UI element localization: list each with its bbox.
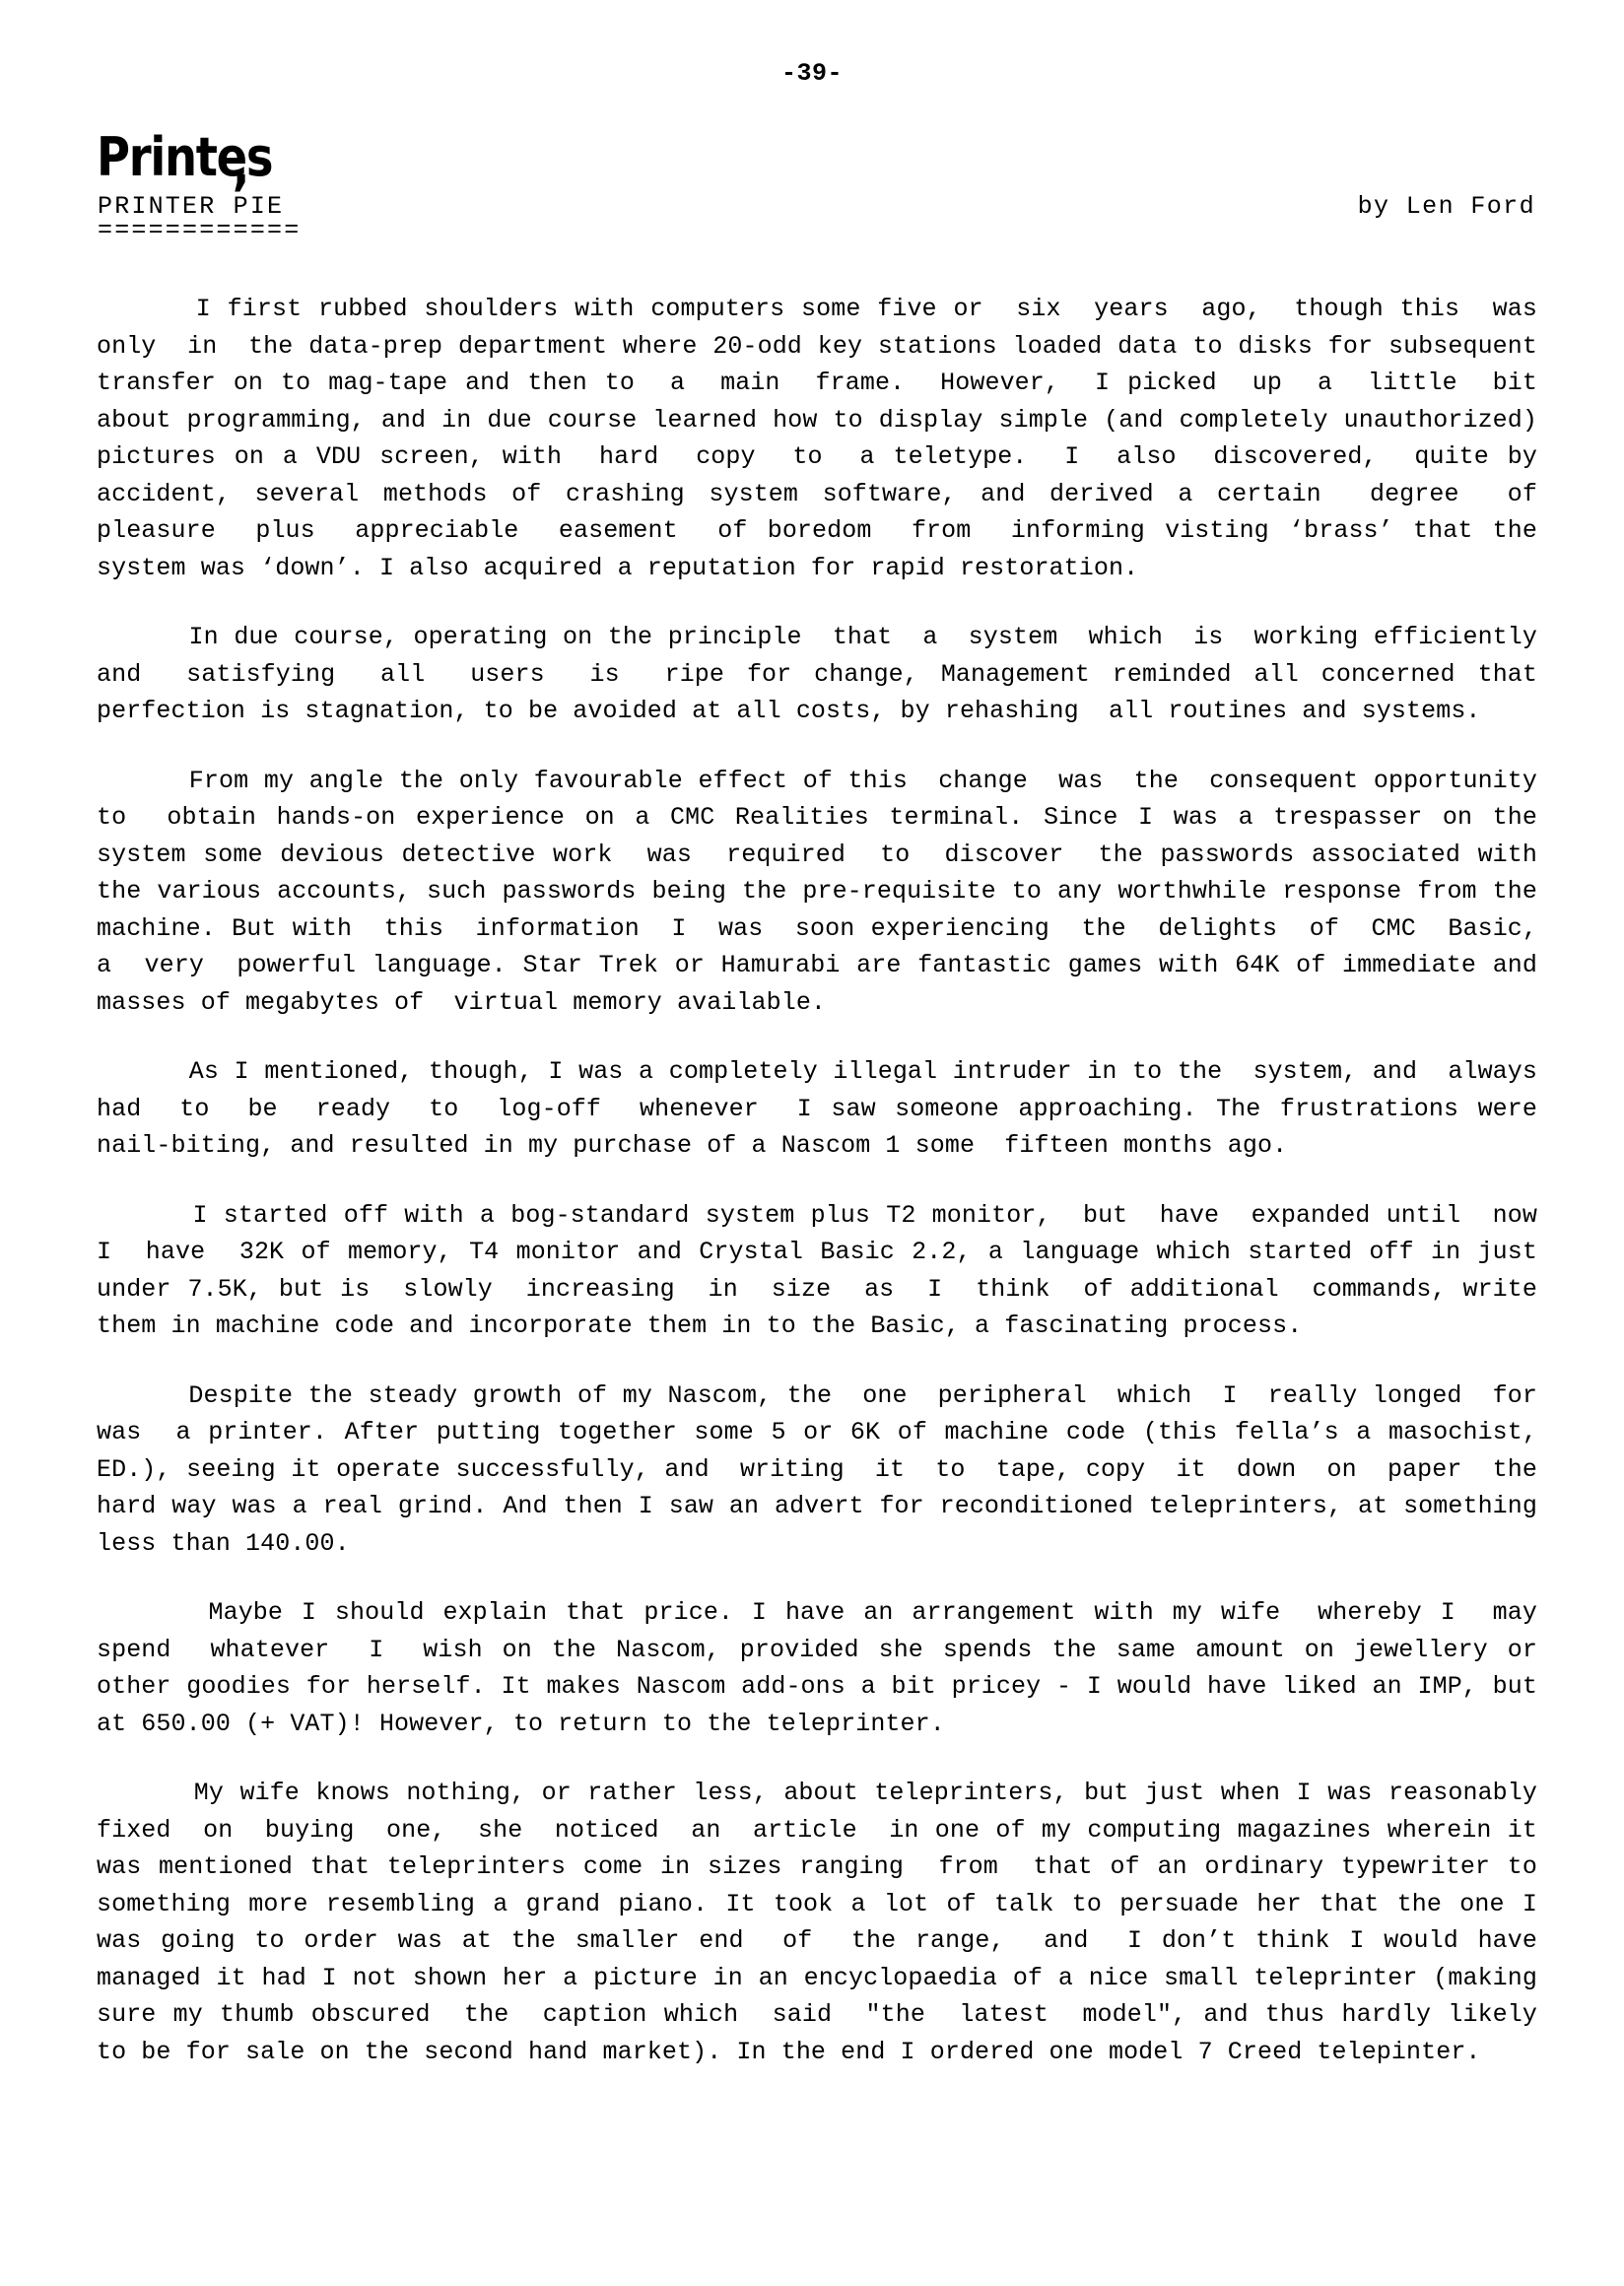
byline: by Len Ford — [1357, 192, 1535, 221]
title-underline-rule: ============ — [98, 224, 302, 241]
article-paragraph: My wife knows nothing, or rather less, about teleprinters, but just when I was reasonably fixed on buying one, she noticed an article in one of my computing magazines wherein it was mentioned that teleprinters come in sizes ranging from that of an ordinary typewriter to something more resembling a grand piano. It took a lot of talk to persuade her that the one I was going to order was at the smaller end of the range, and I don’t think I would have managed it had I not shown her a picture in an encyclopaedia of a nice small teleprinter (making sure my thumb obscured the caption which said "the latest model", and thus hardly likely to be for sale on the second hand market). In the end I ordered one model 7 Creed telepinter. — [97, 1779, 1568, 2066]
section-title: PRINTER PIE — [98, 192, 285, 221]
article-paragraph: I first rubbed shoulders with computers some five or six years ago, though this was only in the data-prep department where 20-odd key stations loaded data to disks for subsequent transfer on to mag-tape and then to a main frame. However, I picked up a little bit about programming, and in due course learned how to display simple (and completely unauthorized) pictures on a VDU screen, with hard copy to a teletype. I also discovered, quite by accident, several methods of crashing system software, and derived a certain degree of pleasure plus appreciable easement of boredom from informing visting ‘brass’ that the system was ‘down’. I also acquired a reputation for rapid restoration. — [97, 295, 1568, 582]
article-body — [97, 291, 1568, 2070]
logo-text-before: Printe — [97, 126, 246, 188]
article-paragraph: Despite the steady growth of my Nascom, the one peripheral which I really longed for was a printer. After putting together some 5 or 6K of machine code (this fella’s a masochist, ED.), seeing it operate successfully, and writing it to tape, copy it down on paper the hard way was a real grind. And then I saw an advert for reconditioned teleprinters, at something less than 140.00. — [97, 1380, 1568, 1558]
masthead — [97, 126, 1535, 259]
article-paragraph: As I mentioned, though, I was a completely illegal intruder in to the system, and always had to be ready to log-off whenever I saw someone approaching. The frustrations were nail-biting, and resulted in my purchase of a Nascom 1 some fifteen months ago. — [97, 1057, 1568, 1160]
printers-logo — [97, 126, 273, 188]
article-paragraph: From my angle the only favourable effect of this change was the consequent opportunity to obtain hands-on experience on a CMC Realities terminal. Since I was a trespasser on the system some devious detective work was required to discover the passwords associated with the various accounts, such passwords being the pre-requisite to any worthwhile response from the machine. But with this information I was soon experiencing the delights of CMC Basic, a very powerful language. Star Trek or Hamurabi are fantastic games with 64K of immediate and masses of megabytes of virtual memory available. — [97, 766, 1568, 1017]
logo-text-after: s — [245, 126, 273, 188]
article-paragraph: Maybe I should explain that price. I have an arrangement with my wife whereby I may spend whatever I wish on the Nascom, provided she spends the same amount on jewellery or other goodies for herself. It makes Nascom add-ons a bit pricey - I would have liked an IMP, but at 650.00 (+ VAT)! However, to return to the teleprinter. — [97, 1598, 1568, 1738]
article-paragraph: In due course, operating on the principle that a system which is working efficiently and satisfying all users is ripe for change, Management reminded all concerned that perfection is stagnation, to be avoided at all costs, by rehashing all routines and systems. — [97, 623, 1568, 725]
page-number: -39- — [780, 59, 843, 88]
article-paragraph: I started off with a bog-standard system plus T2 monitor, but have expanded until now I have 32K of memory, T4 monitor and Crystal Basic 2.2, a language which started off in just under 7.5K, but is slowly increasing in size as I think of additional commands, write them in machine code and incorporate them in to the Basic, a fascinating process. — [97, 1200, 1568, 1340]
